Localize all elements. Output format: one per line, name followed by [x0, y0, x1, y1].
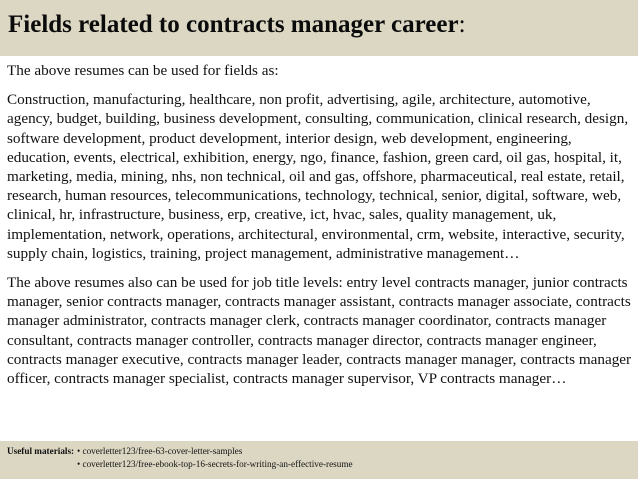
job-titles-paragraph: The above resumes also can be used for job title levels: entry level contracts manager, junior contracts manager, senior contracts manager, contracts manager assistant, contracts manager associate, contracts manager administrator, contracts manager clerk, contracts manager coordinator, contracts manager consultant, contracts manager controller, contracts manager director, contracts manager engineer, contracts manager executive, contracts manager leader, contracts manager manager, contracts manager officer, contracts manager specialist, contracts manager supervisor, VP contracts manager…: [7, 274, 632, 388]
title-colon: :: [458, 11, 466, 38]
footer-bar: [0, 441, 638, 479]
fields-paragraph: Construction, manufacturing, healthcare, non profit, advertising, agile, architecture, automotive, agency, budget, building, business development, consulting, communication, clinical research, design, software development, product development, interior design, web development, engineering, education, events, electrical, exhibition, energy, ngo, finance, fashion, green card, oil gas, hospital, it, marketing, media, mining, nhs, non technical, oil and gas, offshore, pharmaceutical, real estate, retail, research, human resources, telecommunications, technology, technical, senior, digital, software, web, clinical, hr, infrastructure, business, erp, creative, ict, hvac, sales, quality management, uk, implementation, network, operations, architectural, environmental, crm, website, interactive, security, supply chain, logistics, training, project management, administrative management…: [7, 91, 629, 262]
title-bar: [0, 0, 638, 56]
footer-link-cover-letter-samples[interactable]: • coverletter123/free-63-cover-letter-samples: [77, 446, 243, 456]
footer-row-2: [7, 458, 638, 471]
content-body: [7, 61, 632, 398]
footer-link-resume-ebook[interactable]: • coverletter123/free-ebook-top-16-secrets-for-writing-an-effective-resume: [77, 459, 353, 469]
page-title: Fields related to contracts manager career: [8, 11, 459, 38]
footer-row-1: [7, 445, 638, 458]
footer-label: Useful materials:: [7, 446, 75, 456]
intro-text: The above resumes can be used for fields as:: [7, 62, 279, 79]
